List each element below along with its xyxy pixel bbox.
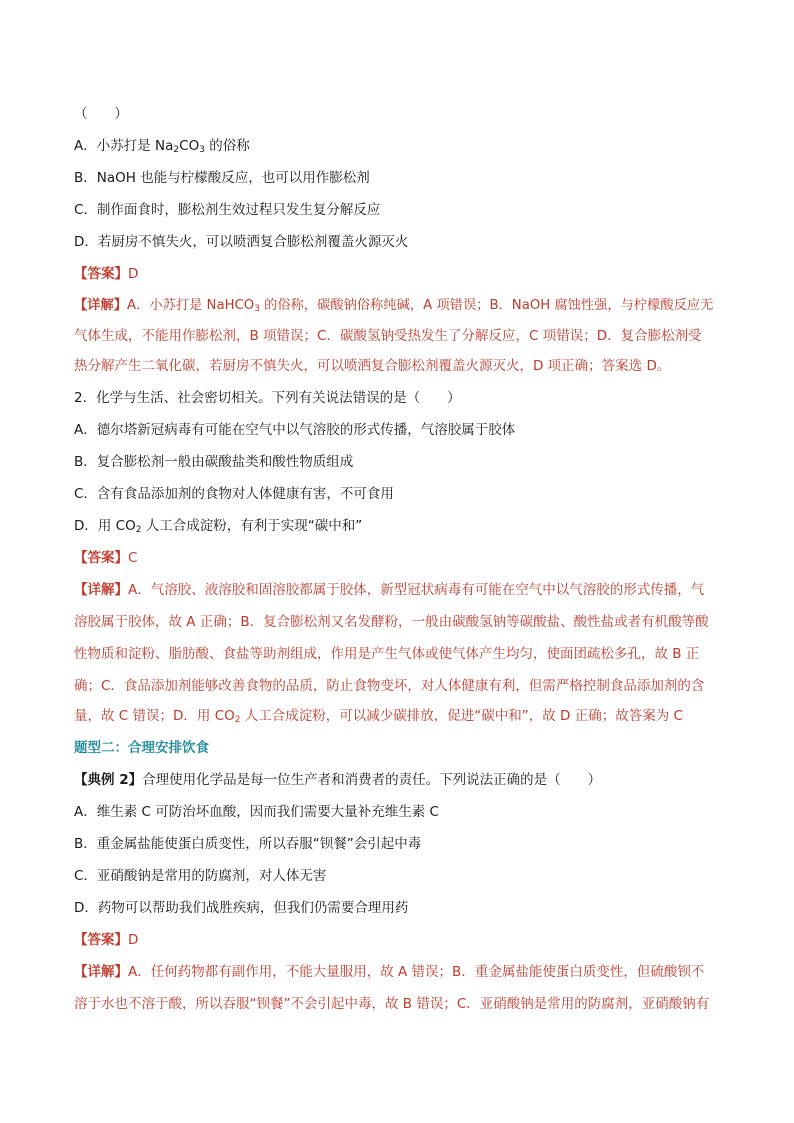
q1-detail-line-3: 热分解产生二氧化碳，若厨房不慎失火，可以喷洒复合膨松剂覆盖火源灭火，D 项正确；答案选 D。 (74, 358, 671, 374)
section-title: 题型二：合理安排饮食 (74, 740, 209, 756)
q1-detail-line-2: 气体生成，不能用作膨松剂，B 项错误；C．碳酸氢钠受热发生了分解反应，C 项错误；D．复合膨松剂受 (74, 328, 702, 344)
q2-answer: 【答案】C (74, 550, 138, 566)
q1-option-b: B．NaOH 也能与柠檬酸反应，也可以用作膨松剂 (74, 170, 370, 186)
example2-detail-line-2: 溶于水也不溶于酸，所以吞服“钡餐”不会引起中毒，故 B 错误；C．亚硝酸钠是常用的防腐剂，亚硝酸钠有 (74, 996, 710, 1012)
example2-option-c: C．亚硝酸钠是常用的防腐剂，对人体无害 (74, 868, 327, 884)
q1-option-a: A．小苏打是 $Na_2CO_3$ 的俗称 (74, 138, 250, 155)
example2-option-b: B．重金属盐能使蛋白质变性，所以吞服“钡餐”会引起中毒 (74, 836, 422, 852)
q1-option-d: D．若厨房不慎失火，可以喷洒复合膨松剂覆盖火源灭火 (74, 234, 409, 250)
q2-option-a: A．德尔塔新冠病毒有可能在空气中以气溶胶的形式传播，气溶胶属于胶体 (74, 422, 516, 438)
q2-detail-line-1: 【详解】A．气溶胶、液溶胶和固溶胶都属于胶体，新型冠状病毒有可能在空气中以气溶胶的形式传播，气 (74, 582, 705, 598)
q2-option-d: D．用 $CO_2$ 人工合成淀粉，有利于实现“碳中和” (74, 518, 363, 535)
q2-detail-line-3: 性物质和淀粉、脂肪酸、食盐等助剂组成，作用是产生气体或使气体产生均匀，使面团疏松多孔，故 B 正 (74, 646, 700, 662)
q2-detail-line-4: 确；C．食品添加剂能够改善食物的品质，防止食物变坏，对人体健康有利，但需严格控制食品添加剂的含 (74, 678, 705, 694)
q1-detail-line-1: 【详解】A．小苏打是 NaHCO$_3$ 的俗称，碳酸钠俗称纯碱，A 项错误；B．NaOH 腐蚀性强，与柠檬酸反应无 (74, 298, 714, 314)
example2-answer: 【答案】D (74, 932, 139, 948)
q1-answer: 【答案】D (74, 266, 139, 282)
example2-detail-line-1: 【详解】A．任何药物都有副作用，不能大量服用，故 A 错误；B．重金属盐能使蛋白质变性，但硫酸钡不 (74, 964, 705, 980)
q1-option-c: C．制作面食时，膨松剂生效过程只发生复分解反应 (74, 202, 381, 218)
q2-option-b: B．复合膨松剂一般由碳酸盐类和酸性物质组成 (74, 454, 354, 470)
example2-option-a: A．维生素 C 可防治坏血酸，因而我们需要大量补充维生素 C (74, 804, 439, 820)
q2-stem: 2．化学与生活、社会密切相关。下列有关说法错误的是（ ） (74, 390, 461, 406)
example2-stem: 【典例 2】合理使用化学品是每一位生产者和消费者的责任。下列说法正确的是（ ） (74, 772, 602, 788)
q2-option-c: C．含有食品添加剂的食物对人体健康有害，不可食用 (74, 486, 394, 502)
q2-detail-line-2: 溶胶属于胶体，故 A 正确；B．复合膨松剂又名发酵粉，一般由碳酸氢钠等碳酸盐、酸性盐或者有机酸等酸 (74, 614, 709, 630)
example2-option-d: D．药物可以帮助我们战胜疾病，但我们仍需要合理用药 (74, 900, 409, 916)
q1-paren: （ ） (74, 106, 128, 122)
q2-detail-line-5: 量，故 C 错误；D．用 $CO_2$ 人工合成淀粉，可以减少碳排放，促进“碳中和”，故 D 正确；故答案为 C (74, 708, 683, 725)
